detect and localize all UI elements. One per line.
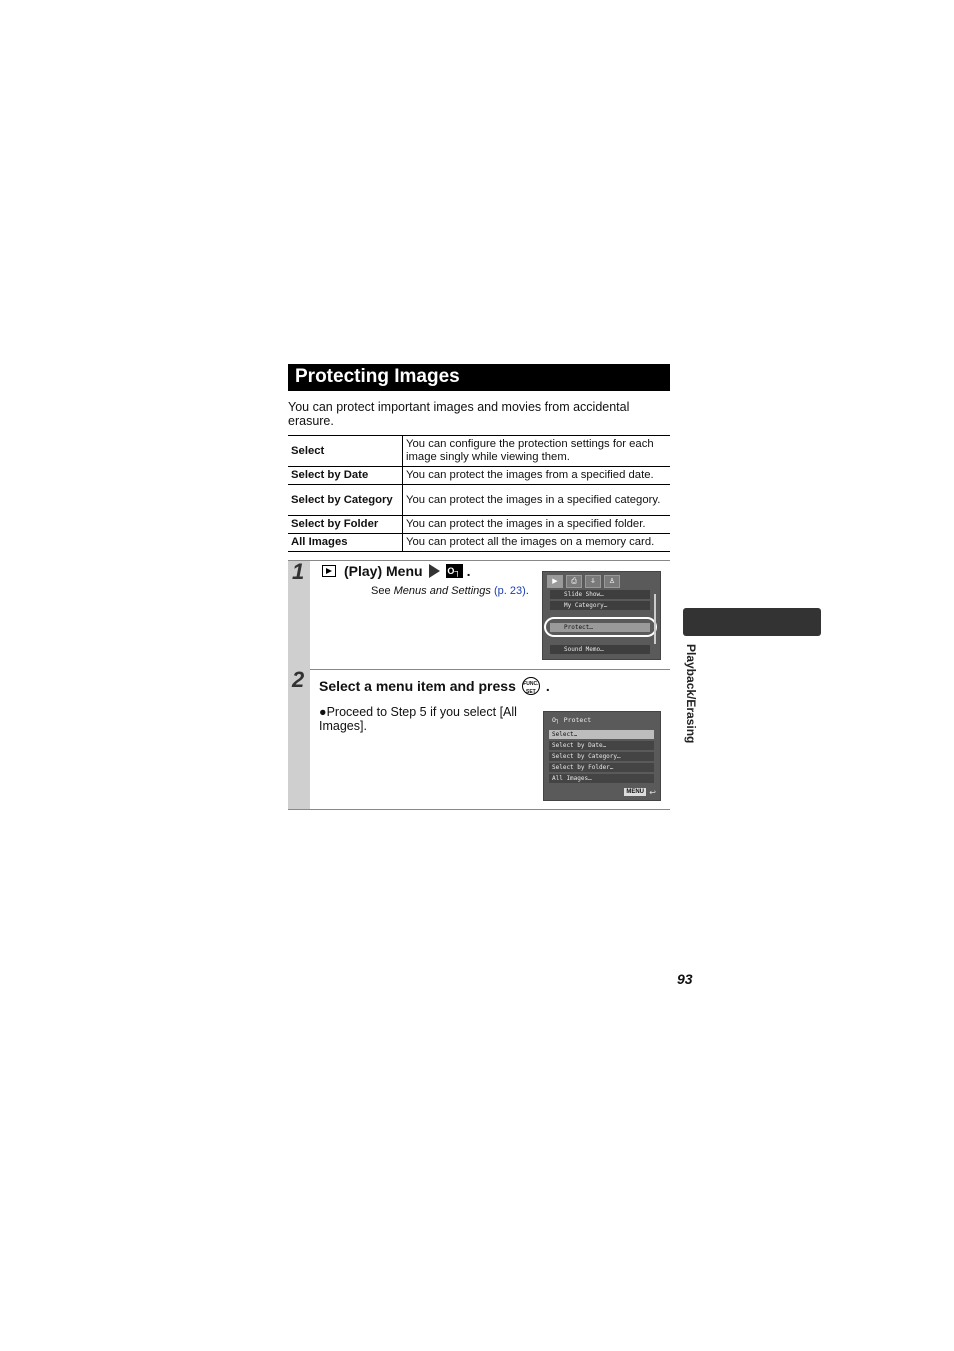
see-suffix: . bbox=[525, 585, 529, 597]
option-name: All Images bbox=[288, 534, 403, 552]
intro-text: You can protect important images and movies from accidental erasure. bbox=[288, 400, 630, 428]
menu-item: Select by Date… bbox=[549, 741, 654, 750]
table-row bbox=[288, 467, 670, 485]
protect-header bbox=[552, 716, 591, 724]
tab-play: ▶ bbox=[547, 575, 563, 588]
menu-item: Select by Folder… bbox=[549, 763, 654, 772]
step-number-column bbox=[288, 669, 310, 809]
protect-key-icon: O┐ bbox=[552, 716, 564, 724]
tab-print: ⎙ bbox=[566, 575, 582, 588]
chapter-tab bbox=[683, 608, 821, 636]
menu-item: All Images… bbox=[549, 774, 654, 783]
menu-item: Sound Memo… bbox=[550, 645, 650, 654]
option-description: You can configure the protection settings for each image singly while viewing them. bbox=[403, 436, 671, 467]
section-title-bar bbox=[288, 364, 670, 391]
table-row bbox=[288, 485, 670, 516]
see-topic: Menus and Settings bbox=[393, 585, 491, 597]
page-title: Protecting Images bbox=[295, 366, 460, 387]
menu-item: Select by Category… bbox=[549, 752, 654, 761]
protect-options-table bbox=[288, 435, 670, 552]
chapter-label-text: Playback/Erasing bbox=[684, 644, 698, 744]
bullet-text: Proceed to Step 5 if you select [All Images]. bbox=[319, 705, 517, 733]
highlight-ring bbox=[544, 617, 657, 637]
title-period: . bbox=[545, 678, 550, 694]
step-number: 2 bbox=[292, 667, 305, 692]
camera-screen-protect-menu bbox=[543, 711, 661, 801]
step-1-title-text: (Play) Menu bbox=[344, 563, 423, 579]
see-reference bbox=[371, 585, 529, 597]
page-number: 93 bbox=[677, 971, 693, 987]
option-name: Select by Folder bbox=[288, 516, 403, 534]
protect-key-icon: O┐ bbox=[447, 566, 461, 576]
menu-item: My Category… bbox=[550, 601, 650, 610]
menu-item-selected: Select… bbox=[549, 730, 654, 739]
option-description: You can protect the images in a specified folder. bbox=[403, 516, 671, 534]
table-row bbox=[288, 516, 670, 534]
bullet-dot-icon: ● bbox=[319, 705, 327, 719]
scrollbar bbox=[654, 594, 656, 644]
chapter-label bbox=[684, 644, 704, 754]
menu-item: Slide Show… bbox=[550, 590, 650, 599]
arrow-right-icon bbox=[429, 564, 440, 578]
option-description: You can protect the images from a specified date. bbox=[403, 467, 671, 485]
table-row bbox=[288, 436, 670, 467]
option-description: You can protect all the images on a memory card. bbox=[403, 534, 671, 552]
back-arrow-icon: ↩ bbox=[649, 788, 656, 797]
title-period: . bbox=[466, 563, 471, 579]
see-prefix: See bbox=[371, 585, 394, 597]
step-1-title bbox=[322, 563, 470, 579]
tab-settings: ↆ bbox=[585, 575, 601, 588]
menu-tabs bbox=[547, 575, 656, 587]
option-name: Select bbox=[288, 436, 403, 467]
play-icon bbox=[322, 565, 336, 577]
menu-item-selected: Protect… bbox=[550, 623, 650, 632]
step-number: 1 bbox=[292, 559, 305, 584]
step-2-title-text: Select a menu item and press bbox=[319, 678, 516, 694]
camera-screen-play-menu bbox=[542, 571, 661, 660]
step-number-column bbox=[288, 561, 310, 669]
step-2-title bbox=[319, 677, 550, 695]
protect-header-text: Protect bbox=[563, 716, 592, 724]
menu-button-label: MENU bbox=[626, 789, 644, 795]
step-2-bullet bbox=[319, 705, 534, 733]
option-description: You can protect the images in a specified category. bbox=[403, 485, 671, 516]
page-link[interactable]: (p. 23) bbox=[493, 585, 526, 597]
table-row bbox=[288, 534, 670, 552]
option-name: Select by Category bbox=[288, 485, 403, 516]
func-set-icon: FUNC. SET bbox=[522, 677, 540, 695]
tab-my-camera: ♙ bbox=[604, 575, 620, 588]
option-name: Select by Date bbox=[288, 467, 403, 485]
